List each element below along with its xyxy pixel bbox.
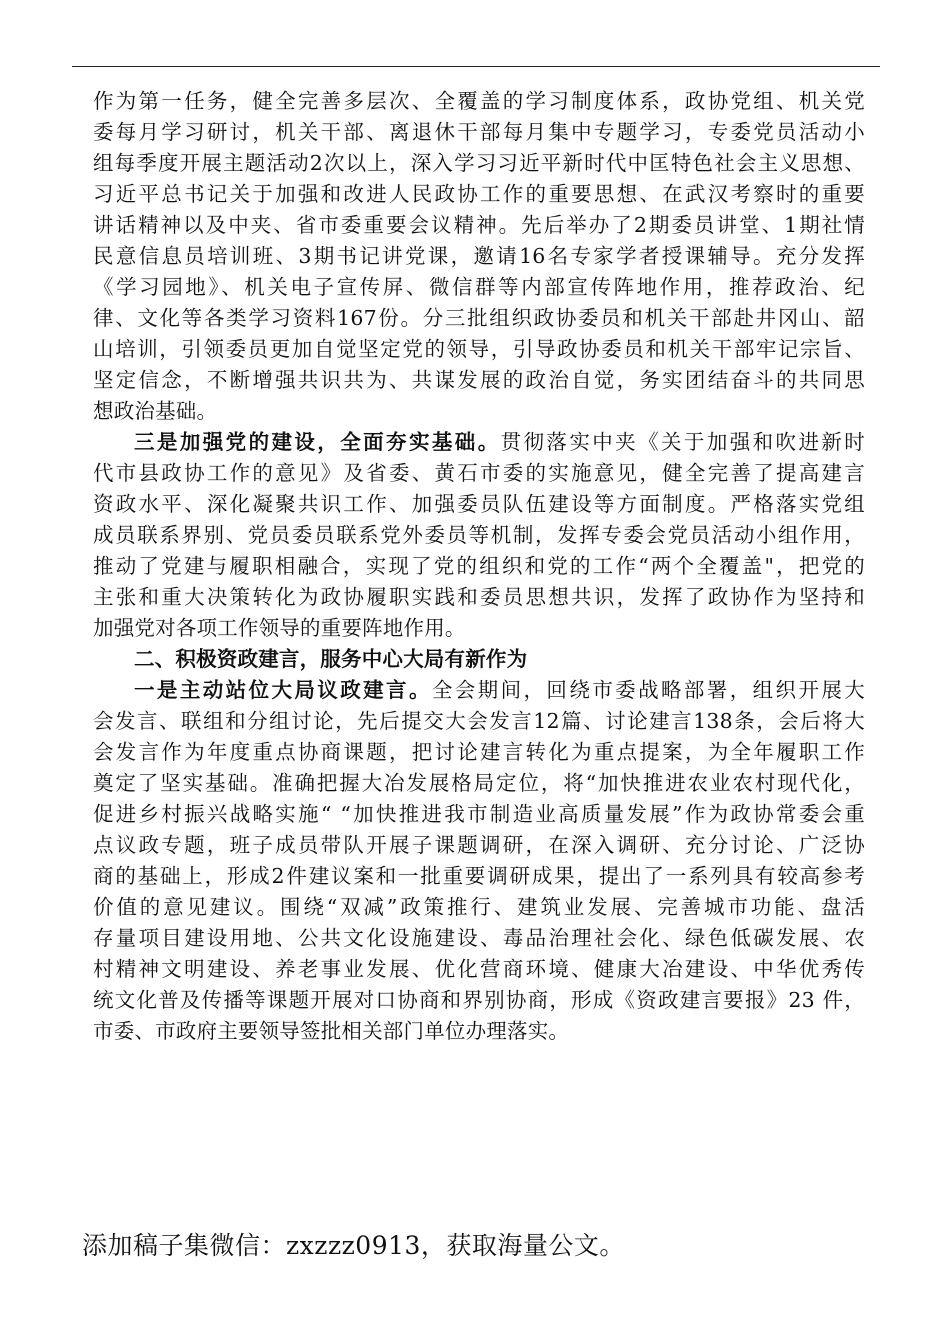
text-line: 会发言作为年度重点协商课题，把讨论建言转化为重点提案，为全年履职工作 [93,740,865,764]
text-line: 组每季度开展主题活动2次以上，深入学习习近平新时代中匡特色社会主义思想、 [93,151,865,175]
text-line: 会发言、联组和分组讨论，先后提交大会发言12篇、讨论建言138条，会后将大 [93,709,865,733]
text-line: 价值的意见建议。围绕“双减”政策推行、建筑业发展、完善城市功能、盘活 [93,895,865,919]
text-line: 律、文化等各类学习资料167份。分三批组织政协委员和机关干部赴井冈山、韶 [93,306,865,330]
text-line: 讲话精神以及中夹、省市委重要会议精神。先后举办了2期委员讲堂、1期社情 [93,213,865,237]
text-line: 想政治基础。 [93,399,218,423]
paragraph-heading: 三是加强党的建设，全面夯实基础。 [134,430,501,454]
text-line: 促进乡村振兴战略实施“ “加快推进我市制造业高质量发展”作为政协常委会重 [93,802,865,826]
text-line: 习近平总书记关于加强和改进人民政协工作的重要思想、在武汉考察时的重要 [93,182,865,206]
text-line: 存量项目建设用地、公共文化设施建设、毒品治理社会化、绿色低碳发展、农 [93,926,865,950]
text-line: 《学习园地》、机关电子宣传屏、微信群等内部宣传阵地作用，推荐政治、纪 [93,275,865,299]
text-line: 奠定了坚实基础。准确把握大冶发展格局定位，将“加快推进农业农村现代化， [93,771,865,795]
document-body [93,86,865,1047]
footer-note: 添加稿子集微信：zxzzz0913，获取海量公文。 [82,1231,625,1260]
text-line: 加强党对各项工作领导的重要阵地作用。 [93,616,466,640]
paragraph-study-system [93,86,865,427]
text-line: 成员联系界别、党员委员联系党外委员等机制，发挥专委会党员活动小组作用， [93,523,865,547]
text-line: 资政水平、深化凝聚共识工作、加强委员队伍建设等方面制度。严格落实党组 [93,492,865,516]
text-line [93,427,865,458]
heading-continuation: 贯彻落实中夹《关于加强和吹进新时 [500,430,865,454]
heading-continuation: 全会期间，回绕市委战略部署，组织开展大 [431,678,865,702]
text-line: 民意信息员培训班、3期书记讲党课，邀请16名专家学者授课辅导。充分发挥 [93,244,865,268]
text-line: 统文化普及传播等课题开展对口协商和界别协商，形成《资政建言要报》23 件， [93,988,865,1012]
text-line: 委每月学习研讨，机关干部、离退休干部每月集中专题学习，专委党员活动小 [93,120,865,144]
section-heading: 二、积极资政建言，服务中心大局有新作为 [134,647,528,671]
text-line: 点议政专题，班子成员带队开展子课题调研，在深入调研、充分讨论、广泛协 [93,833,865,857]
text-line: 作为第一任务，健全完善多层次、全覆盖的学习制度体系，政协党组、机关党 [93,89,865,113]
text-line: 代市县政协工作的意见》及省委、黄石市委的实施意见，健全完善了提高建言 [93,461,865,485]
text-line: 推动了党建与履职相融合，实现了党的组织和党的工作“两个全覆盖"，把党的 [93,554,865,578]
paragraph-advice [93,675,865,1047]
paragraph-party-building [93,427,865,644]
text-line: 村精神文明建设、养老事业发展、优化营商环境、健康大冶建设、中华优秀传 [93,957,865,981]
header-rule [72,66,880,67]
text-line: 商的基础上，形成2件建议案和一批重要调研成果，提出了一系列具有较高参考 [93,864,865,888]
paragraph-heading: 一是主动站位大局议政建言。 [134,678,432,702]
text-line: 主张和重大决策转化为政协履职实践和委员思想共识，发挥了政协作为坚持和 [93,585,865,609]
text-line: 市委、市政府主要领导签批相关部门单位办理落实。 [93,1019,570,1043]
text-line [93,675,865,706]
text-line: 山培训，引领委员更加自觉坚定党的领导，引导政协委员和机关干部牢记宗旨、 [93,337,865,361]
text-line: 坚定信念，不断增强共识共为、共谋发展的政治自觉，务实团结奋斗的共同思 [93,368,865,392]
